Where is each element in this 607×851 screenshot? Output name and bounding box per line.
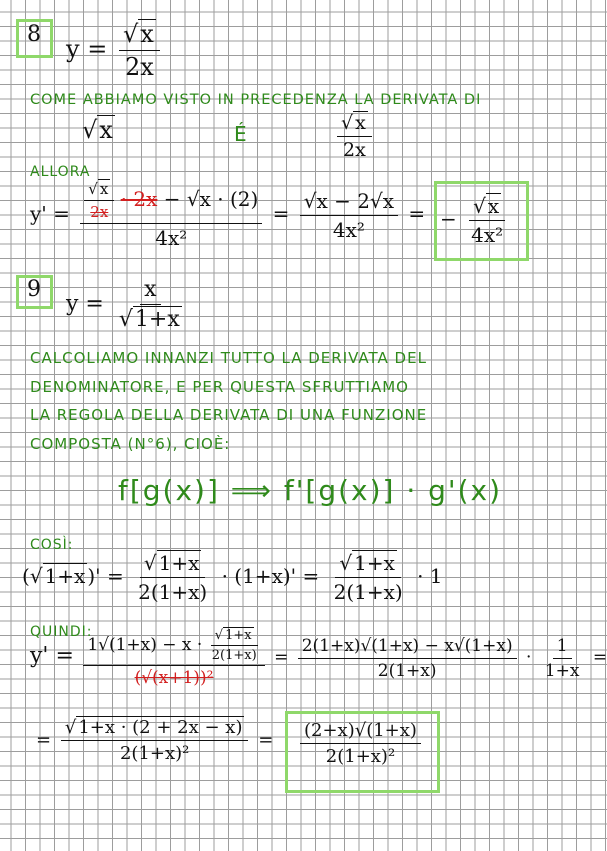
sqrt-symbol — [123, 20, 138, 48]
y9-mid-fraction: $\frac{2(1+x)√(1+x) - x√(1+x)}{2(1+x)}$ — [298, 636, 517, 681]
text-calcoliamo-line-4: COMPOSTA (N°6), CIOÈ: — [30, 435, 231, 453]
problem-8-fraction: √ $\frac{x}{2x}$ — [119, 20, 160, 81]
problem-8-lhs: y = — [66, 35, 108, 63]
problem-8-equation — [66, 20, 164, 81]
derivative-sqrt-x-fraction: √ $\frac{x}{2x}$ — [333, 112, 376, 161]
problem-8-number: 8 — [27, 22, 41, 47]
cosi-line: (√ 1+x )' = √ $\frac{1+x}{2(1+x)}$ · (1+x)' = √ $\frac{1+x}{2(1+x)}$ · 1 — [22, 551, 443, 604]
e-accent-label: É — [234, 122, 248, 146]
problem-9-equation: y = x √ 1+x — [66, 277, 190, 332]
y8-derivative-line: y' = √ $\frac{x}{2x}$ · 2x − √x · (2) 4x² = $\frac{√x - 2√x}{\text{4x²}}$ = — [30, 180, 425, 250]
y8-mid-fraction: $\frac{√x - 2√x}{\text{4x²}}$ — [300, 189, 398, 242]
y9-derivative-line: y' = 1√(1+x) − x · √ $\frac{1+x}{2(1+x)}$ (√(x+1))² = $\frac{2(1+x)√(1+x) - x√(1+x)}{2(1+x)}$ · $\frac{1}{1+x}$ = — [30, 628, 607, 688]
chain-rule-formula: f[g(x)] ⟹ f'[g(x)] · g'(x) — [118, 474, 503, 507]
text-quindi: QUINDI: — [30, 624, 93, 640]
final-line: = √ $\frac{1+x \cdot (2 + 2x - x)}{\text{2(1+x)²}}$ = — [36, 717, 273, 764]
y8-result: − √ $\frac{x}{\text{4x²}}$ — [440, 194, 511, 247]
text-allora: ALLORA — [30, 164, 91, 180]
text-cosi: COSÌ: — [30, 537, 74, 553]
sqrt-x-label: √ x — [82, 116, 115, 144]
y9-result: $\frac{(2+x)√(1+x)}{\text{2(1+x)²}}$ — [296, 720, 425, 767]
text-calcoliamo-line-2: DENOMINATORE, E PER QUESTA SFRUTTIAMO — [30, 378, 409, 396]
y8-main-fraction: √ $\frac{x}{2x}$ · 2x − √x · (2) 4x² — [80, 180, 262, 250]
problem-9-fraction: x √ 1+x — [115, 277, 186, 332]
text-calcoliamo-line-1: CALCOLIAMO INNANZI TUTTO LA DERIVATA DEL — [30, 349, 427, 367]
text-calcoliamo-line-3: LA REGOLA DELLA DERIVATA DI UNA FUNZIONE — [30, 406, 428, 424]
y9-main-fraction: 1√(1+x) − x · √ $\frac{1+x}{2(1+x)}$ (√(x+1))² — [83, 628, 264, 688]
final-fraction: √ $\frac{1+x \cdot (2 + 2x - x)}{\text{2(1+x)²}}$ — [61, 717, 249, 764]
text-come-abbiamo: COME ABBIAMO VISTO IN PRECEDENZA LA DERIVATA DI — [30, 92, 482, 108]
problem-9-number: 9 — [27, 277, 41, 302]
